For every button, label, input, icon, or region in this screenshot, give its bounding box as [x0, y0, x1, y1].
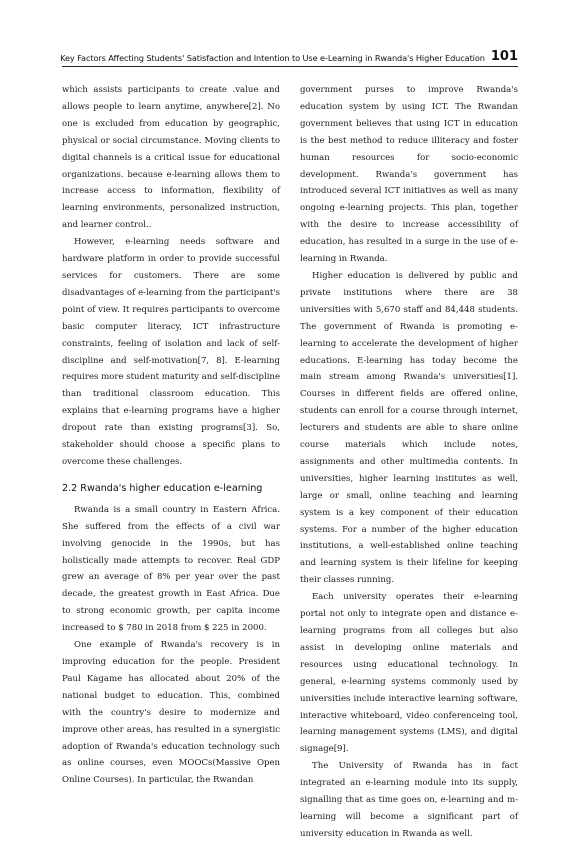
- running-title: Key Factors Affecting Students' Satisfaction and Intention to Use e-Learning in Rwanda's Higher Education: [60, 53, 485, 63]
- body-paragraph: However, e-learning needs software and hardware platform in order to provide successful services for customers. There are some disadvantages of e-learning from the participant's point of view. It requires participants to overcome basic computer literacy, ICT infrastructure constraints, feeling of isolation and lack of self-discipline and self-motivation[7, 8]. E-learning requires more student maturity and self-discipline than traditional classroom education. This explains that e-learning programs have a higher dropout rate than existing programs[3]. So, stakeholder should choose a specific plans to overcome these challenges.: [62, 237, 280, 467]
- body-paragraph: Rwanda is a small country in Eastern Africa. She suffered from the effects of a civil war involving genocide in the 1990s, but has holistically made attempts to recover. Real GDP grew an average of 8% per year over the past decade, the greatest growth in East Africa. Due to strong economic growth, per capita income increased to $ 780 in 2018 from $ 225 in 2000.: [62, 504, 280, 634]
- right-column: [300, 82, 518, 843]
- section-heading: 2.2 Rwanda's higher education e-learning: [62, 482, 263, 494]
- running-header: [62, 47, 518, 63]
- body-paragraph: Higher education is delivered by public and private institutions where there are 38 universities with 5,670 staff and 84,448 students. The government of Rwanda is promoting e-learning to accelerate the development of higher educations. E-learning has today become the main stream among Rwanda's universities[1]. Courses in different fields are offered online, students can enroll for a course through internet, lecturers and students are able to share online course materials which include notes, assignments and other multimedia contents. In universities, higher learning institutes as well, large or small, online teaching and learning system is a key component of their education systems. For a number of the higher education institutions, a well-established online teaching and learning system is their lifeline for keeping their classes running.: [300, 270, 518, 586]
- page-number: 101: [490, 49, 518, 64]
- body-paragraph: Each university operates their e-learning portal not only to integrate open and distance e-learning programs from all colleges but also assist in developing online materials and resources using educational technology. In general, e-learning systems commonly used by universities include interactive learning software, interactive whiteboard, video conferenceing tool, learning management systems (LMS), and digital signage[9].: [300, 592, 518, 755]
- body-paragraph: One example of Rwanda's recovery is in improving education for the people. President Paul Kagame has allocated about 20% of the national budget to education. This, combined with the country's desire to modernize and improve other areas, has resulted in a synergistic adoption of Rwanda's education technology such as online courses, even MOOCs(Massive Open Online Courses). In particular, the Rwandan: [62, 640, 280, 786]
- body-paragraph: which assists participants to create .value and allows people to learn anytime, anywhere[2]. No one is excluded from education by geographic, physical or social circumstance. Moving clients to digital channels is a critical issue for educational organizations. because e-learning allows them to increase access to information, flexibility of learning environments, personalized instruction, and learner control..: [62, 85, 280, 231]
- body-paragraph: The University of Rwanda has in fact integrated an e-learning module into its supply, signalling that as time goes on, e-learning and m-learning will become a significant part of university education in Rwanda as well.: [300, 761, 518, 839]
- body-paragraph: government purses to improve Rwanda's education system by using ICT. The Rwandan government believes that using ICT in education is the best method to reduce illiteracy and foster human resources for socio-economic development. Rwanda's government has introduced several ICT initiatives as well as many ongoing e-learning projects. This plan, together with the desire to increase accessibility of education, has resulted in a surge in the use of e-learning in Rwanda.: [300, 85, 518, 265]
- header-rule: [62, 66, 518, 67]
- left-column: [62, 82, 280, 789]
